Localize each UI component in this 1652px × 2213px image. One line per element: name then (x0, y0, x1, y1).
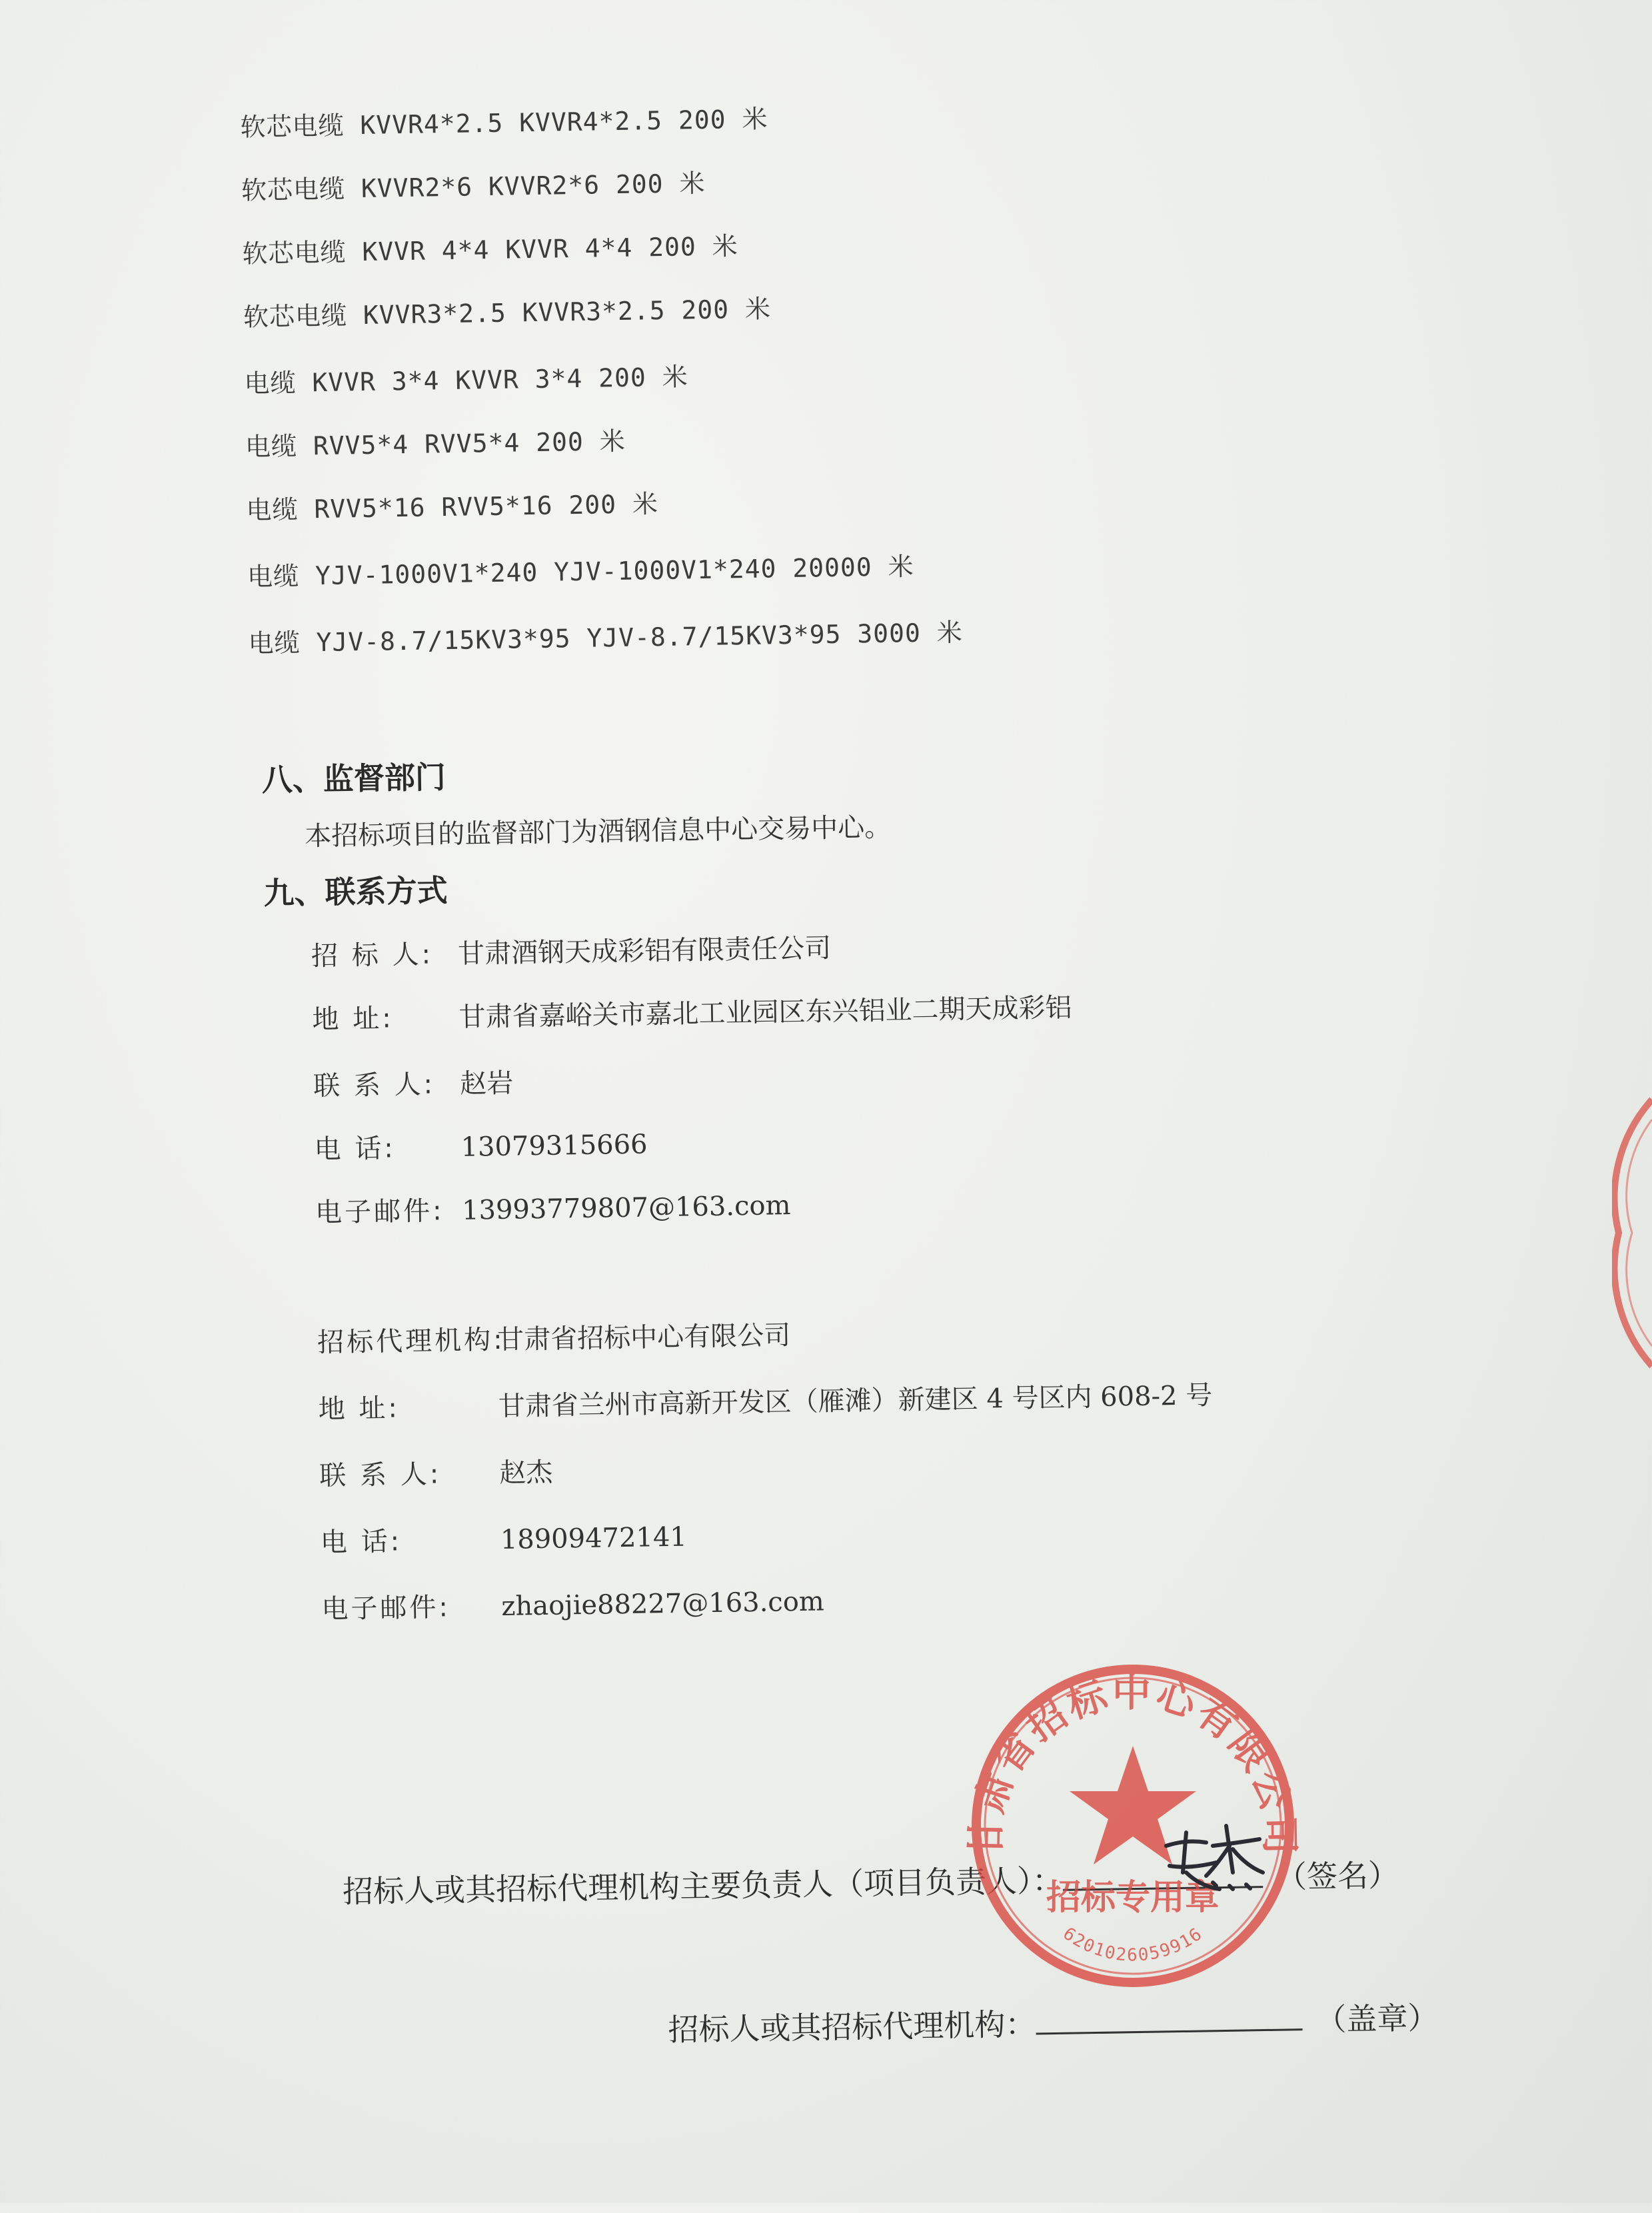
agency-person: 赵杰 (498, 1457, 553, 1489)
tenderer-email-row (315, 1184, 791, 1229)
cable-item: 软芯电缆 KVVR2*6 KVVR2*6 200 米 (241, 168, 706, 205)
tenderer-address: 甘肃省嘉峪关市嘉北工业园区东兴铝业二期天成彩铝 (458, 992, 1072, 1033)
seal-suffix: （盖章） (1315, 1999, 1439, 2038)
supervision-text: 本招标项目的监督部门为酒钢信息中心交易中心。 (304, 812, 892, 852)
field-label: 招标代理机构: (317, 1324, 506, 1359)
agency-email-row (321, 1580, 824, 1626)
signature-label: 招标人或其招标代理机构主要负责人（项目负责人）： (342, 1862, 1064, 1910)
tenderer-name: 甘肃酒钢天成彩铝有限责任公司 (457, 933, 832, 970)
cable-item: 电缆 RVV5*4 RVV5*4 200 米 (245, 426, 626, 462)
cable-item: 软芯电缆 KVVR 4*4 KVVR 4*4 200 米 (242, 231, 738, 269)
agency-name: 甘肃省招标中心有限公司 (496, 1320, 791, 1356)
svg-text:招标专用章: 招标专用章 (1046, 1878, 1220, 1918)
tenderer-person: 赵岩 (459, 1068, 514, 1100)
supervision-heading: 八、监督部门 (261, 759, 446, 798)
cable-item: 软芯电缆 KVVR3*2.5 KVVR3*2.5 200 米 (243, 294, 772, 332)
agency-phone: 18909472141 (500, 1521, 688, 1555)
tenderer-phone: 13079315666 (460, 1129, 648, 1163)
cable-item: 软芯电缆 KVVR4*2.5 KVVR4*2.5 200 米 (240, 104, 768, 142)
seal-label: 招标人或其招标代理机构： (668, 2006, 1036, 2048)
field-label: 招 标 人: (311, 939, 434, 972)
cable-item: 电缆 YJV-1000V1*240 YJV-1000V1*240 20000 米 (247, 552, 914, 592)
tenderer-phone-row (314, 1123, 648, 1166)
tenderer-name-row (311, 927, 832, 973)
agency-phone-row (320, 1516, 687, 1560)
agency-address-row (318, 1374, 1212, 1426)
agency-address: 甘肃省兰州市高新开发区（雁滩）新建区 4 号区内 608-2 号 (498, 1380, 1213, 1423)
official-seal-stamp (946, 1646, 1319, 1992)
seal-blank (1036, 1998, 1303, 2034)
cable-item: 电缆 YJV-8.7/15KV3*95 YJV-8.7/15KV3*95 3000 米 (248, 617, 964, 658)
signature-suffix: （签名） (1275, 1856, 1399, 1895)
agency-person-row (319, 1451, 553, 1493)
field-label: 地 址: (312, 1003, 395, 1036)
field-label: 地 址: (318, 1393, 401, 1425)
field-label: 电子邮件: (321, 1592, 451, 1625)
svg-text:6201026059916: 6201026059916 (1059, 1923, 1207, 1966)
svg-text:甘肃省招标中心有限公司: 甘肃省招标中心有限公司 (963, 1669, 1303, 1858)
tenderer-email: 13993779807@163.com (461, 1190, 791, 1226)
field-label: 联 系 人: (313, 1069, 436, 1102)
cable-item: 电缆 KVVR 3*4 KVVR 3*4 200 米 (244, 362, 689, 398)
field-label: 电子邮件: (315, 1195, 444, 1229)
tenderer-person-row (313, 1062, 514, 1104)
partial-seal-edge (1612, 1093, 1652, 1373)
tenderer-address-row (312, 986, 1072, 1036)
field-label: 电 话: (314, 1133, 397, 1165)
field-label: 联 系 人: (319, 1459, 442, 1492)
field-label: 电 话: (320, 1526, 403, 1559)
signature-line-seal (668, 1994, 1439, 2050)
cable-item: 电缆 RVV5*16 RVV5*16 200 米 (246, 489, 659, 525)
agency-email: zhaojie88227@163.com (501, 1586, 825, 1622)
contact-heading: 九、联系方式 (263, 872, 448, 912)
agency-name-row (317, 1314, 791, 1359)
